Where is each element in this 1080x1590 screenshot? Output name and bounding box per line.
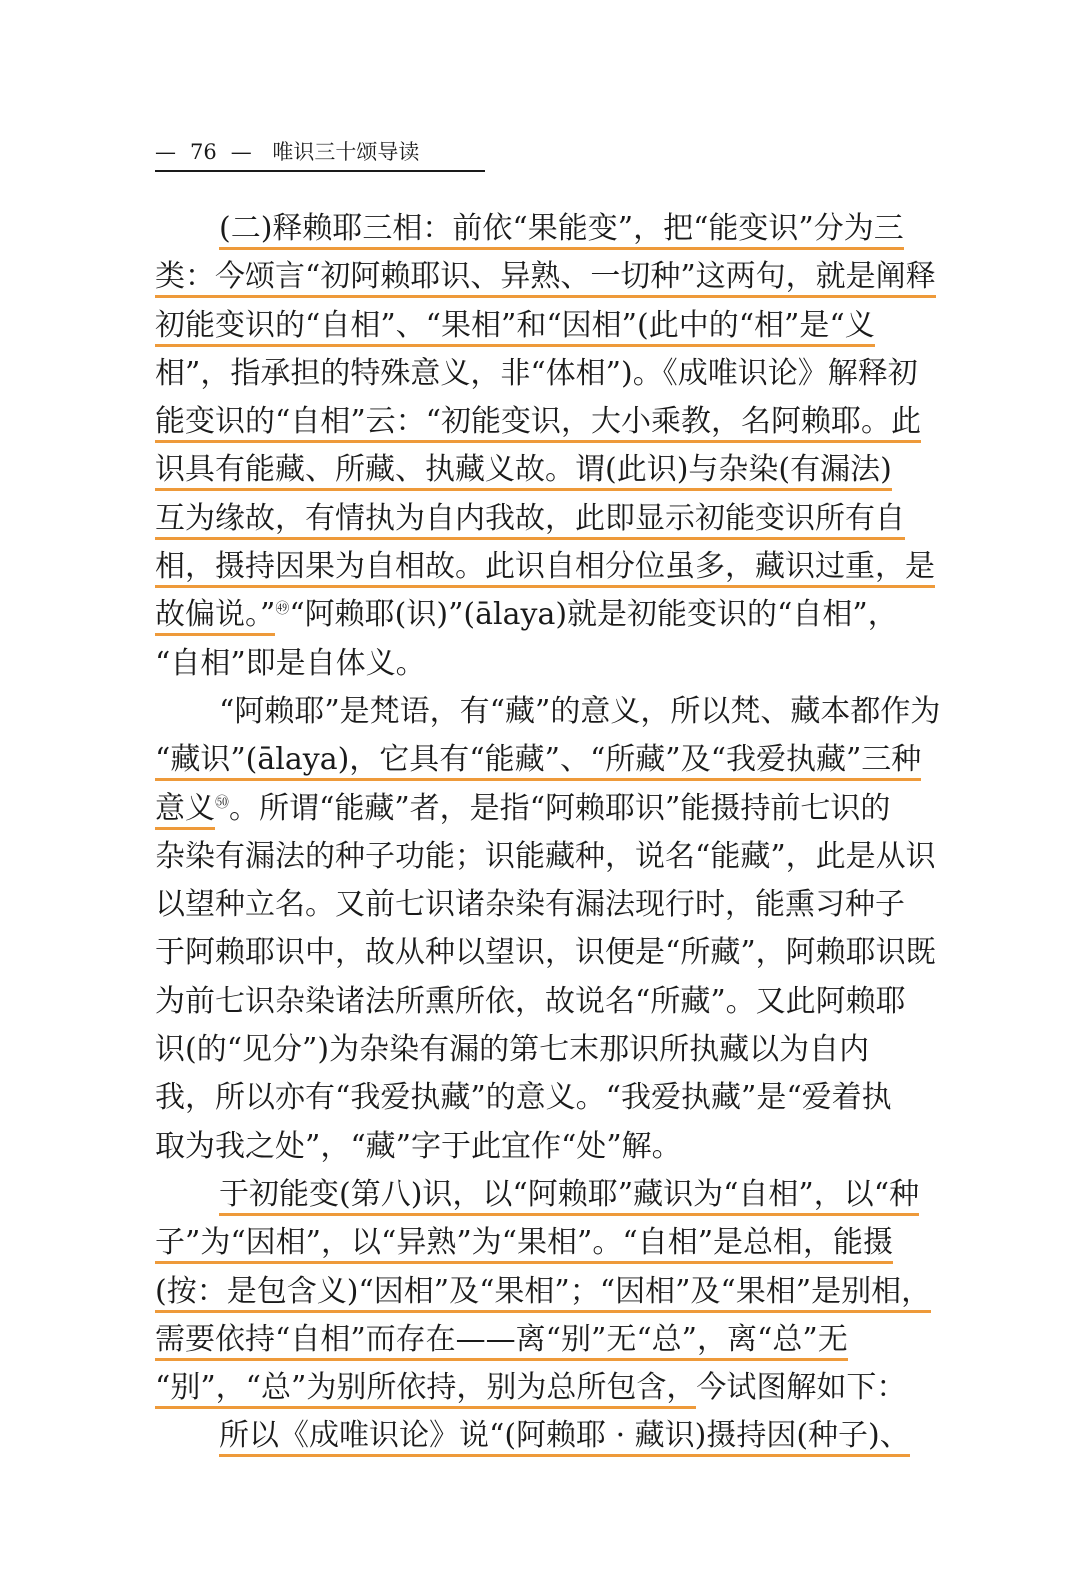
text-line (155, 640, 947, 688)
text: 相”，指承担的特殊意义，非“体相”)。《成唯识论》解释初 (155, 355, 918, 391)
page-number: 76 (190, 140, 217, 164)
text-line (155, 1171, 947, 1219)
text-line (155, 446, 947, 494)
highlighted-text: 于初能变(第八)识，以“阿赖耶”藏识为“自相”，以“种 (219, 1177, 919, 1216)
text: 于阿赖耶识中，故从种以望识，识便是“所藏”，阿赖耶识既 (155, 935, 936, 971)
header-dash: — (230, 140, 252, 164)
highlighted-text: 互为缘故，有情执为自内我故，此即显示初能变识所有自 (155, 501, 905, 540)
text-line (155, 1316, 947, 1364)
book-title: 唯识三十颂导读 (272, 140, 420, 164)
highlighted-text: 故偏说。” (155, 597, 275, 636)
text-line (155, 253, 947, 301)
text-line (155, 495, 947, 543)
text-line (155, 1074, 947, 1122)
text: “阿赖耶(识)”(ālaya)就是初能变识的“自相”， (289, 597, 898, 633)
text: 今试图解如下： (696, 1370, 907, 1406)
running-header (155, 138, 485, 172)
text-line (155, 398, 947, 446)
text: 为前七识杂染诸法所熏所依，故说名“所藏”。又此阿赖耶 (155, 983, 906, 1019)
text: 杂染有漏法的种子功能；识能藏种，说名“能藏”，此是从识 (155, 838, 936, 874)
text-line (155, 785, 947, 833)
header-dash: — (155, 140, 176, 164)
text-line (155, 929, 947, 977)
text: “阿赖耶”是梵语，有“藏”的意义，所以梵、藏本都作为 (219, 693, 941, 729)
highlighted-text: 相，摄持因果为自相故。此识自相分位虽多，藏识过重，是 (155, 549, 935, 588)
text-line (155, 1219, 947, 1267)
text: 以望种立名。又前七识诸杂染有漏法现行时，能熏习种子 (155, 887, 905, 923)
highlighted-text: 意义 (155, 791, 215, 830)
highlighted-text: (二)释赖耶三相：前依“果能变”，把“能变识”分为三 (219, 211, 904, 250)
highlighted-text: “藏识”(ālaya)，它具有“能藏”、“所藏”及“我爱执藏”三种 (155, 742, 921, 781)
text: 。所谓“能藏”者，是指“阿赖耶识”能摄持前七识的 (229, 790, 891, 826)
highlighted-text: 识具有能藏、所藏、执藏义故。谓(此识)与杂染(有漏法) (155, 452, 892, 491)
text-line (155, 350, 947, 398)
highlighted-text: 子”为“因相”，以“异熟”为“果相”。“自相”是总相，能摄 (155, 1225, 893, 1264)
highlighted-text: 类：今颂言“初阿赖耶识、异熟、一切种”这两句，就是阐释 (155, 259, 936, 298)
text-line (155, 1268, 947, 1316)
text: “自相”即是自体义。 (155, 645, 426, 681)
text-line (155, 205, 947, 253)
text-line (155, 302, 947, 350)
text-line (155, 736, 947, 784)
highlighted-text: 需要依持“自相”而存在——离“别”无“总”，离“总”无 (155, 1322, 848, 1361)
text-line (155, 833, 947, 881)
text-line (155, 881, 947, 929)
text-line (155, 543, 947, 591)
highlighted-text: 能变识的“自相”云：“初能变识，大小乘教，名阿赖耶。此 (155, 404, 921, 443)
highlighted-text: (按：是包含义)“因相”及“果相”；“因相”及“果相”是别相， (155, 1274, 931, 1313)
highlighted-text: 所以《成唯识论》说“(阿赖耶 · 藏识)摄持因(种子)、 (219, 1418, 910, 1457)
text-line (155, 688, 947, 736)
highlighted-text: 初能变识的“自相”、“果相”和“因相”(此中的“相”是“义 (155, 308, 875, 347)
highlighted-text: “别”，“总”为别所依持，别为总所包含， (155, 1370, 696, 1409)
text-line (155, 1123, 947, 1171)
text-line (155, 1364, 947, 1412)
text-line (155, 591, 947, 639)
body-text (155, 205, 947, 1461)
text-line (155, 1412, 947, 1460)
footnote-marker: ㊾ (275, 601, 290, 618)
text-line (155, 1026, 947, 1074)
text: 取为我之处”，“藏”字于此宜作“处”解。 (155, 1128, 682, 1164)
text-line (155, 978, 947, 1026)
text: 我，所以亦有“我爱执藏”的意义。“我爱执藏”是“爱着执 (155, 1080, 892, 1116)
footnote-marker: ㊿ (215, 794, 229, 811)
text: 识(的“见分”)为杂染有漏的第七末那识所执藏以为自内 (155, 1032, 870, 1068)
